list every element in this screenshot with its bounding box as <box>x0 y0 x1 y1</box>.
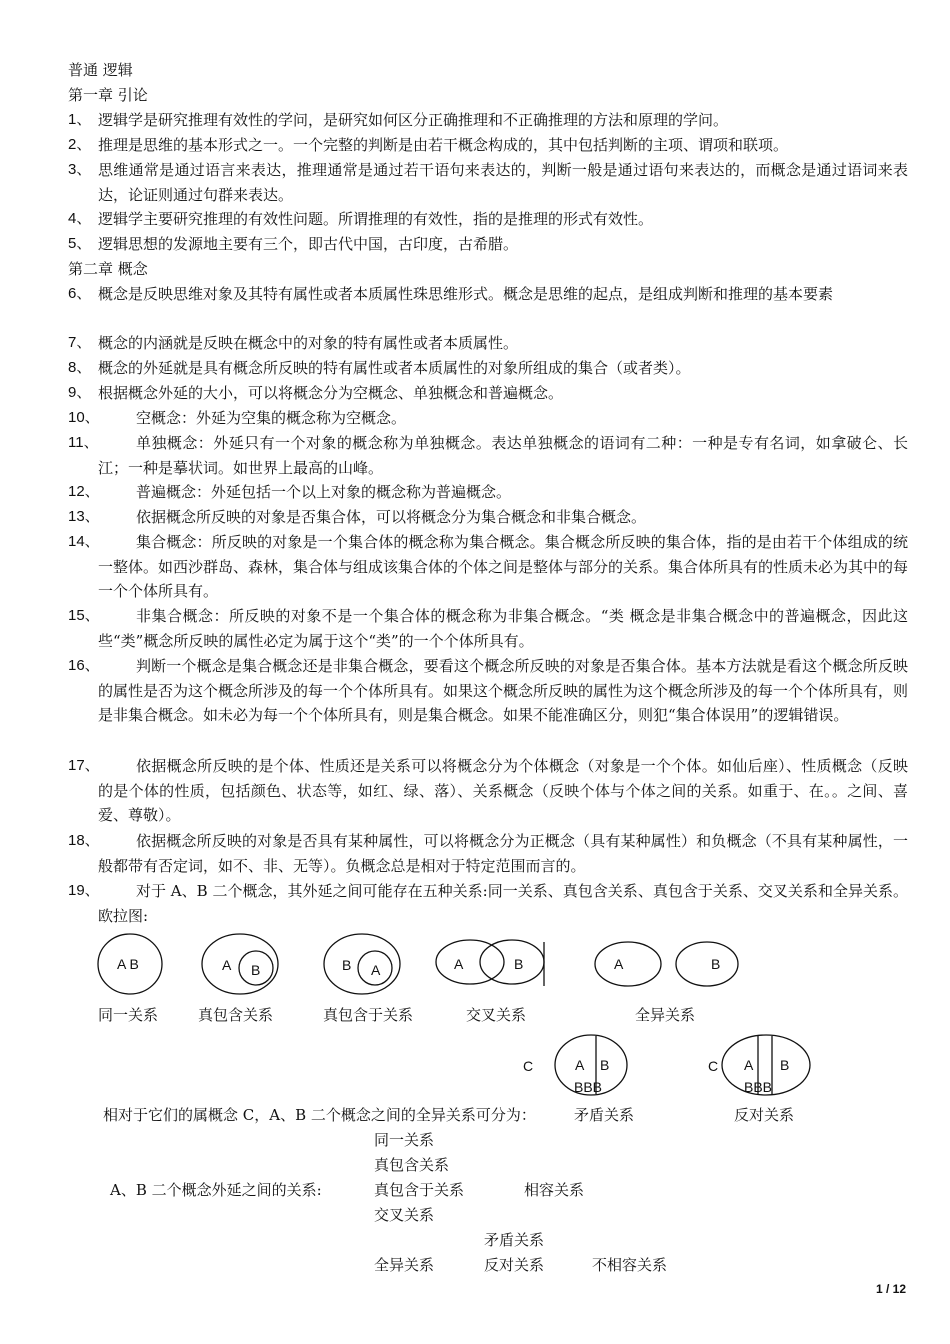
euler-disjoint-b <box>676 942 738 986</box>
list-item: 5、 逻辑思想的发源地主要有三个，即古代中国，古印度，古希腊。 <box>68 235 519 253</box>
euler-caption: 真包含关系 <box>198 1006 274 1024</box>
list-item: 9、 根据概念外延的大小，可以将概念分为空概念、单独概念和普遍概念。 <box>68 384 564 402</box>
list-item: 6、 概念是反映思维对象及其特有属性或者本质属性珠思维形式。概念是思维的起点，是组成判断和推理的基本要素 <box>68 285 834 303</box>
list-item: 11、 单独概念：外延只有一个对象的概念称为单独概念。表达单独概念的语词有二种：一种是专有名词，如拿破仑、长江；一种是摹状词。如世界上最高的山峰。 <box>68 434 908 477</box>
svg-text:A: A <box>614 956 624 972</box>
incompatible-label: 不相容关系 <box>592 1256 668 1274</box>
euler-caption: 交叉关系 <box>466 1006 527 1024</box>
relation-list-item: 交叉关系 <box>374 1206 435 1224</box>
svg-text:C: C <box>523 1058 534 1074</box>
page-number: 1 / 12 <box>875 1282 906 1296</box>
relation-summary-label: A、B 二个概念外延之间的关系: <box>110 1181 322 1199</box>
svg-text:BBB: BBB <box>744 1079 773 1095</box>
list-item: 15、 非集合概念：所反映的对象不是一个集合体的概念称为非集合概念。“类 概念是非集合概念中的普遍概念，因此这些“类”概念所反映的属性必定为属于这个“类”的一个个体所具有。 <box>68 607 908 650</box>
list-item: 13、 依据概念所反映的对象是否集合体，可以将概念分为集合概念和非集合概念。 <box>68 508 647 526</box>
disjoint-subtype-caption: 相对于它们的属概念 C，A、B 二个概念之间的全异关系可分为： <box>103 1106 536 1124</box>
list-item: 3、 思维通常是通过语言来表达，推理通常是通过若干语句来表达的，判断一般是通过语句来表达的，而概念是通过语词来表达，论证则通过句群来表达。 <box>68 161 908 204</box>
svg-text:B: B <box>600 1057 610 1073</box>
chapter-heading-1: 第一章 引论 <box>68 86 148 104</box>
euler-caption: 全异关系 <box>635 1006 696 1024</box>
list-item: 2、 推理是思维的基本形式之一。一个完整的判断是由若干概念构成的，其中包括判断的主项、谓项和联项。 <box>68 136 789 154</box>
list-item: 12、 普遍概念：外延包括一个以上对象的概念称为普遍概念。 <box>68 483 512 501</box>
relation-list-item: 反对关系 <box>484 1256 545 1274</box>
list-item: 4、 逻辑学主要研究推理的有效性问题。所谓推理的有效性，指的是推理的形式有效性。 <box>68 210 654 228</box>
euler-included-outer <box>324 934 400 994</box>
doc-title: 普通 逻辑 <box>68 61 133 79</box>
euler-caption: 矛盾关系 <box>574 1106 635 1124</box>
euler-caption: 同一关系 <box>98 1006 159 1024</box>
euler-caption: 真包含于关系 <box>323 1006 414 1024</box>
relation-list-item: 全异关系 <box>374 1256 435 1274</box>
svg-text:A: A <box>222 957 232 973</box>
svg-text:A: A <box>454 956 464 972</box>
svg-text:A: A <box>744 1057 754 1073</box>
svg-text:A: A <box>371 962 381 978</box>
svg-text:B: B <box>342 957 352 973</box>
svg-text:A: A <box>575 1057 585 1073</box>
contradictory-label: 矛盾关系 <box>484 1231 545 1249</box>
euler-cross-b <box>480 940 544 984</box>
list-item: 18、 依据概念所反映的对象是否具有某种属性，可以将概念分为正概念（具有某种属性）和负概念（不具有某种属性，一般都带有否定词，如不、非、无等）。负概念总是相对于特定范围而言的。 <box>68 832 908 875</box>
relation-list-item: 真包含关系 <box>374 1156 450 1174</box>
svg-text:BBB: BBB <box>574 1079 603 1095</box>
list-item: 7、 概念的内涵就是反映在概念中的对象的特有属性或者本质属性。 <box>68 334 519 352</box>
list-item: 10、 空概念：外延为空集的概念称为空概念。 <box>68 409 407 427</box>
chapter-heading-2: 第二章 概念 <box>68 260 148 278</box>
list-item: 1、 逻辑学是研究推理有效性的学问，是研究如何区分正确推理和不正确推理的方法和原理的学问。 <box>68 111 729 129</box>
compatible-label: 相容关系 <box>524 1181 585 1199</box>
list-item: 8、 概念的外延就是具有概念所反映的特有属性或者本质属性的对象所组成的集合（或者类）。 <box>68 359 691 377</box>
list-item: 17、 依据概念所反映的是个体、性质还是关系可以将概念分为个体概念（对象是一个个体。如仙后座）、性质概念（反映的是个体的性质，包括颜色、状态等，如红、绿、落）、关系概念（反映个体与个体之间的关系。如重于、在。。之间、喜爱、尊敬）。 <box>68 757 908 824</box>
svg-text:B: B <box>711 956 721 972</box>
relation-list-item: 真包含于关系 <box>374 1181 465 1199</box>
euler-caption: 反对关系 <box>734 1106 795 1124</box>
euler-disjoint-a <box>595 942 661 986</box>
relation-list-item: 同一关系 <box>374 1131 435 1149</box>
svg-text:B: B <box>514 956 524 972</box>
list-item: 19、 对于 A、B 二个概念，其外延之间可能存在五种关系:同一关系、真包含关系、真包含于关系、交叉关系和全异关系。欧拉图: <box>68 882 908 925</box>
euler-label-ab: A B <box>117 956 139 972</box>
euler-cross-a <box>436 940 504 984</box>
svg-text:B: B <box>251 962 261 978</box>
svg-text:C: C <box>708 1058 719 1074</box>
list-item: 16、 判断一个概念是集合概念还是非集合概念，要看这个概念所反映的对象是否集合体。基本方法就是看这个概念所反映的属性是否为这个概念所涉及的每一个个体所具有。如果这个概念所反映的属性为这个概念所涉及的每一个个体所具有，则是非集合概念。如未必为每一个个体所具有，则是集合概念。如果不能准确区分，则犯“集合体误用”的逻辑错误。 <box>68 657 909 724</box>
svg-text:B: B <box>780 1057 790 1073</box>
list-item: 14、 集合概念：所反映的对象是一个集合体的概念称为集合概念。集合概念所反映的集合体，指的是由若干个体组成的统一整体。如西沙群岛、森林，集合体与组成该集合体的个体之间是整体与部分的关系。集合体所具有的性质未必为其中的每一个个体所具有。 <box>68 533 909 600</box>
